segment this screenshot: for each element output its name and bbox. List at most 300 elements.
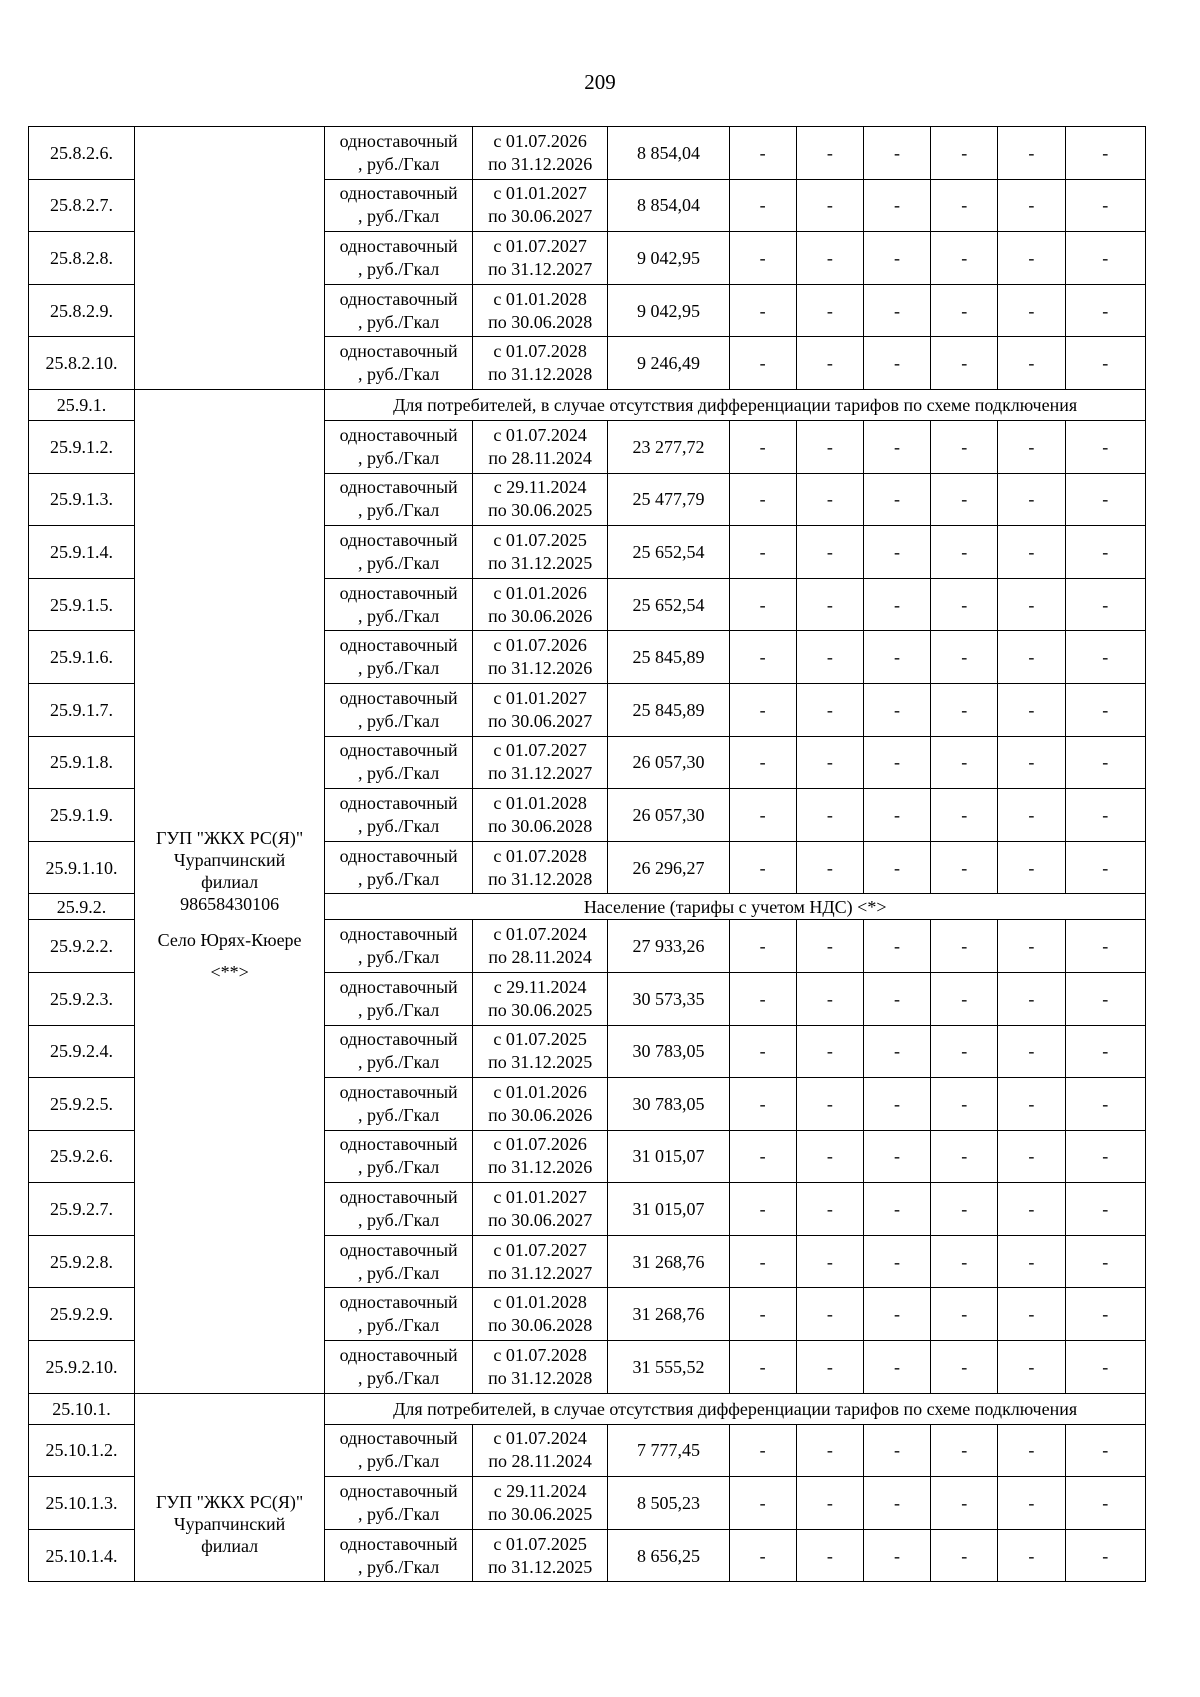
tariff-kind-line1: одноставочный [339,1533,458,1554]
section-title: Население (тарифы с учетом НДС) <*> [325,894,1146,920]
empty-value-dash: - [931,232,998,285]
tariff-kind [325,526,473,579]
empty-value-dash: - [998,1183,1065,1236]
empty-value-dash: - [1065,578,1145,631]
period [472,1078,607,1131]
period-from: с 01.01.2027 [493,1187,587,1208]
empty-value-dash: - [931,972,998,1025]
tariff-value: 25 845,89 [608,631,729,684]
tariff-kind-line2: , руб./Гкал [358,1367,440,1388]
tariff-kind-line1: одноставочный [339,635,458,656]
period-to: по 30.06.2027 [488,1210,593,1231]
empty-value-dash: - [729,1288,796,1341]
row-code: 25.10.1.2. [29,1424,135,1477]
organization-cell [134,1393,324,1582]
tariff-kind-line2: , руб./Гкал [358,999,440,1020]
row-code: 25.8.2.8. [29,232,135,285]
empty-value-dash: - [931,337,998,390]
empty-value-dash: - [796,526,863,579]
section-header-row [29,1393,1146,1424]
tariff-kind-line1: одноставочный [339,183,458,204]
row-code: 25.9.2.7. [29,1183,135,1236]
tariff-kind-line2: , руб./Гкал [358,1315,440,1336]
empty-value-dash: - [1065,232,1145,285]
empty-value-dash: - [998,232,1065,285]
tariff-value: 25 477,79 [608,473,729,526]
empty-value-dash: - [729,1183,796,1236]
tariff-value: 23 277,72 [608,420,729,473]
tariff-table [28,126,1146,1582]
row-code: 25.8.2.6. [29,127,135,180]
period-to: по 30.06.2025 [488,1504,593,1525]
row-code: 25.9.2.2. [29,920,135,973]
empty-value-dash: - [1065,526,1145,579]
row-code: 25.8.2.10. [29,337,135,390]
tariff-kind [325,1288,473,1341]
period [472,972,607,1025]
tariff-kind [325,337,473,390]
organization-cell [134,389,324,1393]
tariff-kind [325,1183,473,1236]
tariff-kind-line1: одноставочный [339,1481,458,1502]
tariff-kind [325,1130,473,1183]
empty-value-dash: - [729,1529,796,1582]
period-from: с 01.07.2025 [493,1029,587,1050]
empty-value-dash: - [1065,736,1145,789]
tariff-kind-line1: одноставочный [339,1081,458,1102]
empty-value-dash: - [729,1341,796,1394]
tariff-kind [325,1025,473,1078]
tariff-value: 9 246,49 [608,337,729,390]
empty-value-dash: - [863,972,930,1025]
tariff-value: 8 854,04 [608,179,729,232]
section-header-row [29,389,1146,420]
empty-value-dash: - [863,179,930,232]
empty-value-dash: - [1065,1341,1145,1394]
organization-line1: ГУП "ЖКХ РС(Я)" [155,1492,304,1513]
empty-value-dash: - [1065,683,1145,736]
tariff-value: 26 296,27 [608,841,729,894]
empty-value-dash: - [998,473,1065,526]
empty-value-dash: - [931,179,998,232]
period-from: с 01.01.2027 [493,183,587,204]
empty-value-dash: - [931,1078,998,1131]
tariff-value: 31 268,76 [608,1288,729,1341]
empty-value-dash: - [729,337,796,390]
empty-value-dash: - [863,473,930,526]
period [472,420,607,473]
tariff-kind [325,578,473,631]
tariff-kind-line1: одноставочный [339,235,458,256]
empty-value-dash: - [1065,1235,1145,1288]
empty-value-dash: - [796,179,863,232]
period-to: по 31.12.2026 [488,153,593,174]
tariff-kind-line2: , руб./Гкал [358,605,440,626]
tariff-kind-line2: , руб./Гкал [358,1451,440,1472]
tariff-kind [325,631,473,684]
period-from: с 01.07.2025 [493,1533,587,1554]
period-from: с 01.07.2026 [493,130,587,151]
tariff-kind-line2: , руб./Гкал [358,1104,440,1125]
empty-value-dash: - [998,1078,1065,1131]
empty-value-dash: - [796,1025,863,1078]
row-code: 25.9.2.8. [29,1235,135,1288]
empty-value-dash: - [998,972,1065,1025]
empty-value-dash: - [998,1130,1065,1183]
empty-value-dash: - [998,1477,1065,1530]
period [472,1288,607,1341]
empty-value-dash: - [998,920,1065,973]
tariff-kind-line2: , руб./Гкал [358,658,440,679]
empty-value-dash: - [729,179,796,232]
tariff-kind-line1: одноставочный [339,976,458,997]
row-code: 25.9.2.9. [29,1288,135,1341]
empty-value-dash: - [729,1130,796,1183]
empty-value-dash: - [863,1288,930,1341]
tariff-kind-line1: одноставочный [339,687,458,708]
section-title: Для потребителей, в случае отсутствия дифференциации тарифов по схеме подключения [325,1393,1146,1424]
row-code: 25.9.1.3. [29,473,135,526]
tariff-value: 26 057,30 [608,789,729,842]
period [472,1025,607,1078]
tariff-kind-line2: , руб./Гкал [358,500,440,521]
empty-value-dash: - [863,1183,930,1236]
section-code: 25.9.1. [29,389,135,420]
empty-value-dash: - [1065,1183,1145,1236]
empty-value-dash: - [729,127,796,180]
tariff-kind-line2: , руб./Гкал [358,710,440,731]
empty-value-dash: - [1065,841,1145,894]
row-code: 25.9.1.7. [29,683,135,736]
empty-value-dash: - [863,284,930,337]
period-from: с 01.07.2027 [493,740,587,761]
empty-value-dash: - [931,1235,998,1288]
period-from: с 01.07.2027 [493,1239,587,1260]
empty-value-dash: - [863,841,930,894]
period-to: по 31.12.2025 [488,1052,593,1073]
empty-value-dash: - [998,1424,1065,1477]
period-from: с 01.07.2028 [493,845,587,866]
empty-value-dash: - [931,683,998,736]
row-code: 25.10.1.4. [29,1529,135,1582]
tariff-kind-line2: , руб./Гкал [358,1052,440,1073]
empty-value-dash: - [729,284,796,337]
tariff-value: 9 042,95 [608,232,729,285]
empty-value-dash: - [729,578,796,631]
empty-value-dash: - [1065,284,1145,337]
empty-value-dash: - [729,1025,796,1078]
empty-value-dash: - [931,578,998,631]
empty-value-dash: - [998,683,1065,736]
empty-value-dash: - [1065,972,1145,1025]
period [472,789,607,842]
tariff-kind-line1: одноставочный [339,792,458,813]
empty-value-dash: - [796,127,863,180]
period-to: по 31.12.2028 [488,1367,593,1388]
empty-value-dash: - [729,789,796,842]
period-from: с 01.07.2025 [493,529,587,550]
period-to: по 28.11.2024 [488,947,592,968]
empty-value-dash: - [1065,920,1145,973]
period [472,1424,607,1477]
tariff-value: 7 777,45 [608,1424,729,1477]
period-to: по 31.12.2025 [488,552,593,573]
tariff-value: 8 656,25 [608,1529,729,1582]
row-code: 25.9.2.6. [29,1130,135,1183]
tariff-kind [325,473,473,526]
period-from: с 29.11.2024 [493,976,587,997]
period-from: с 01.01.2027 [493,687,587,708]
period [472,841,607,894]
tariff-kind-line1: одноставочный [339,477,458,498]
tariff-value: 26 057,30 [608,736,729,789]
tariff-kind [325,1529,473,1582]
period [472,578,607,631]
organization-cell [134,127,324,390]
empty-value-dash: - [729,683,796,736]
period-from: с 01.01.2028 [493,792,587,813]
tariff-kind-line2: , руб./Гкал [358,868,440,889]
tariff-kind [325,1235,473,1288]
period [472,631,607,684]
period [472,1341,607,1394]
row-code: 25.9.2.10. [29,1341,135,1394]
empty-value-dash: - [998,1235,1065,1288]
empty-value-dash: - [796,1130,863,1183]
empty-value-dash: - [796,841,863,894]
empty-value-dash: - [863,420,930,473]
period [472,284,607,337]
row-code: 25.9.2.5. [29,1078,135,1131]
empty-value-dash: - [931,1130,998,1183]
tariff-kind [325,972,473,1025]
empty-value-dash: - [1065,420,1145,473]
period [472,1477,607,1530]
row-code: 25.9.1.10. [29,841,135,894]
tariff-value: 31 015,07 [608,1183,729,1236]
tariff-kind-line1: одноставочный [339,1292,458,1313]
empty-value-dash: - [1065,789,1145,842]
tariff-kind [325,789,473,842]
tariff-kind-line1: одноставочный [339,341,458,362]
tariff-kind [325,841,473,894]
empty-value-dash: - [931,473,998,526]
row-code: 25.9.1.4. [29,526,135,579]
period-to: по 30.06.2028 [488,815,593,836]
tariff-kind-line2: , руб./Гкал [358,815,440,836]
period-from: с 01.01.2028 [493,288,587,309]
period [472,683,607,736]
empty-value-dash: - [998,526,1065,579]
empty-value-dash: - [863,1130,930,1183]
empty-value-dash: - [931,631,998,684]
tariff-kind-line2: , руб./Гкал [358,258,440,279]
period-to: по 30.06.2026 [488,1104,593,1125]
section-code: 25.9.2. [29,894,135,920]
empty-value-dash: - [796,683,863,736]
empty-value-dash: - [796,1078,863,1131]
empty-value-dash: - [998,1341,1065,1394]
organization-line3: филиал [201,1536,259,1557]
period [472,1130,607,1183]
empty-value-dash: - [931,1424,998,1477]
period [472,736,607,789]
empty-value-dash: - [931,284,998,337]
period-to: по 30.06.2027 [488,206,593,227]
row-code: 25.8.2.9. [29,284,135,337]
empty-value-dash: - [863,683,930,736]
organization-line2: Чурапчинский [173,850,286,871]
tariff-kind-line2: , руб./Гкал [358,552,440,573]
tariff-kind [325,284,473,337]
tariff-kind-line2: , руб./Гкал [358,1157,440,1178]
period-from: с 01.01.2026 [493,582,587,603]
period-from: с 01.07.2024 [493,1428,587,1449]
tariff-value: 25 652,54 [608,526,729,579]
period [472,920,607,973]
empty-value-dash: - [796,1477,863,1530]
tariff-kind-line1: одноставочный [339,130,458,151]
period-to: по 30.06.2028 [488,1315,593,1336]
empty-value-dash: - [931,1025,998,1078]
period-to: по 31.12.2026 [488,1157,593,1178]
empty-value-dash: - [796,972,863,1025]
empty-value-dash: - [1065,1025,1145,1078]
period-to: по 31.12.2025 [488,1556,593,1577]
period [472,337,607,390]
tariff-kind [325,179,473,232]
row-code: 25.9.2.3. [29,972,135,1025]
organization-line2: Чурапчинский [173,1514,286,1535]
tariff-kind-line2: , руб./Гкал [358,364,440,385]
tariff-kind [325,1341,473,1394]
period-from: с 01.07.2024 [493,424,587,445]
empty-value-dash: - [863,631,930,684]
tariff-kind-line2: , руб./Гкал [358,1262,440,1283]
empty-value-dash: - [931,127,998,180]
tariff-kind [325,1078,473,1131]
tariff-value: 31 015,07 [608,1130,729,1183]
empty-value-dash: - [796,578,863,631]
period-from: с 01.07.2026 [493,1134,587,1155]
organization-line3: филиал [201,872,259,893]
tariff-kind [325,232,473,285]
row-code: 25.9.1.2. [29,420,135,473]
empty-value-dash: - [796,337,863,390]
period-to: по 31.12.2026 [488,658,593,679]
tariff-value: 30 783,05 [608,1025,729,1078]
empty-value-dash: - [1065,1477,1145,1530]
period-to: по 31.12.2028 [488,364,593,385]
tariff-kind-line2: , руб./Гкал [358,153,440,174]
empty-value-dash: - [863,736,930,789]
empty-value-dash: - [998,1025,1065,1078]
page-number: 209 [584,70,616,94]
empty-value-dash: - [931,1477,998,1530]
tariff-kind-line1: одноставочный [339,1029,458,1050]
empty-value-dash: - [931,1341,998,1394]
tariff-kind-line1: одноставочный [339,1428,458,1449]
empty-value-dash: - [863,127,930,180]
empty-value-dash: - [729,736,796,789]
tariff-kind-line2: , руб./Гкал [358,1210,440,1231]
tariff-kind-line1: одноставочный [339,1187,458,1208]
period-from: с 29.11.2024 [493,1481,587,1502]
period [472,1183,607,1236]
period-to: по 30.06.2027 [488,710,593,731]
period [472,526,607,579]
empty-value-dash: - [998,841,1065,894]
tariff-value: 8 854,04 [608,127,729,180]
empty-value-dash: - [998,736,1065,789]
empty-value-dash: - [729,232,796,285]
row-code: 25.9.1.8. [29,736,135,789]
tariff-kind [325,1424,473,1477]
period-from: с 01.07.2027 [493,235,587,256]
empty-value-dash: - [729,420,796,473]
period-from: с 01.07.2028 [493,341,587,362]
period-to: по 31.12.2027 [488,763,593,784]
period-to: по 28.11.2024 [488,1451,592,1472]
tariff-kind-line2: , руб./Гкал [358,1504,440,1525]
empty-value-dash: - [863,1477,930,1530]
empty-value-dash: - [863,1424,930,1477]
empty-value-dash: - [863,232,930,285]
empty-value-dash: - [1065,631,1145,684]
period-from: с 01.07.2028 [493,1344,587,1365]
tariff-kind [325,127,473,180]
organization-line4: 98658430106 [180,894,280,915]
row-code: 25.9.1.5. [29,578,135,631]
tariff-value: 8 505,23 [608,1477,729,1530]
period-from: с 29.11.2024 [493,477,587,498]
empty-value-dash: - [729,920,796,973]
period-to: по 31.12.2028 [488,868,593,889]
tariff-kind [325,736,473,789]
empty-value-dash: - [729,631,796,684]
tariff-kind-line1: одноставочный [339,1239,458,1260]
empty-value-dash: - [729,526,796,579]
period-to: по 30.06.2025 [488,500,593,521]
tariff-kind-line2: , руб./Гкал [358,206,440,227]
tariff-kind-line2: , руб./Гкал [358,947,440,968]
section-code: 25.10.1. [29,1393,135,1424]
tariff-kind-line1: одноставочный [339,1134,458,1155]
empty-value-dash: - [931,789,998,842]
empty-value-dash: - [863,578,930,631]
empty-value-dash: - [863,1235,930,1288]
period-to: по 30.06.2028 [488,311,593,332]
empty-value-dash: - [729,972,796,1025]
empty-value-dash: - [1065,1529,1145,1582]
empty-value-dash: - [998,789,1065,842]
empty-value-dash: - [1065,1424,1145,1477]
empty-value-dash: - [863,337,930,390]
period-from: с 01.01.2026 [493,1081,587,1102]
empty-value-dash: - [931,841,998,894]
empty-value-dash: - [796,1341,863,1394]
period [472,1235,607,1288]
empty-value-dash: - [998,337,1065,390]
empty-value-dash: - [729,1235,796,1288]
tariff-kind-line1: одноставочный [339,288,458,309]
empty-value-dash: - [796,920,863,973]
period [472,1529,607,1582]
empty-value-dash: - [863,1529,930,1582]
empty-value-dash: - [931,1529,998,1582]
tariff-kind-line1: одноставочный [339,845,458,866]
row-code: 25.9.2.4. [29,1025,135,1078]
